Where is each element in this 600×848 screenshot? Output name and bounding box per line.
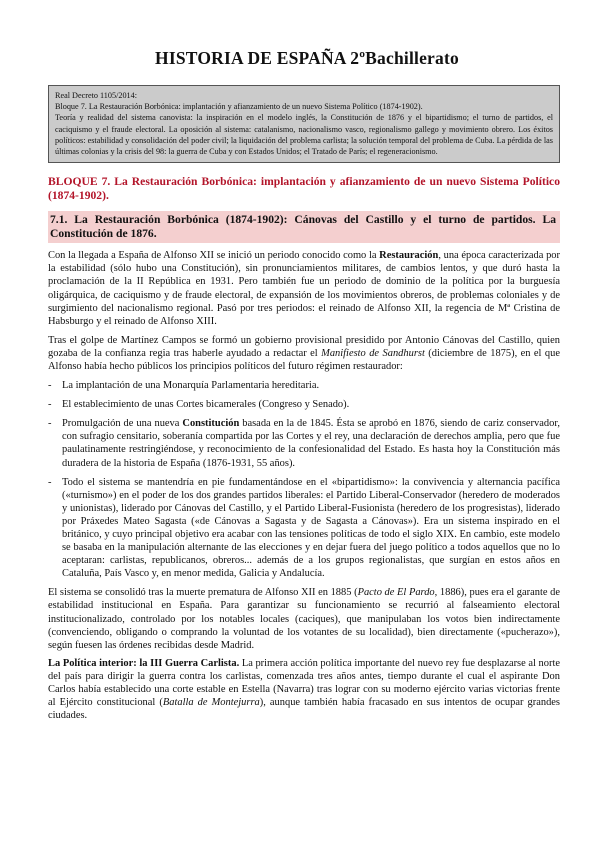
paragraph-consolidation: El sistema se consolidó tras la muerte prematura de Alfonso XII en 1885 (Pacto de El Pardo, 1886), pues era el garante de estabilidad institucional en España. Para garantizar su funcionamiento se recurrió al falseamiento electoral institucionalizado, controlado por los notables locales (caciques), que manipulaban los votos bien indirectamente (convenciendo, obligando o comprando la voluntad de los votantes de su localidad), bien directamente («pucherazo»), según fuesen las órdenes recibidas desde Madrid. <box>48 587 560 651</box>
term-manifiesto: Manifiesto de Sandhurst <box>321 347 425 359</box>
list-item: - La implantación de una Monarquía Parlamentaria hereditaria. <box>48 380 320 392</box>
curriculum-decree: Real Decreto 1105/2014: <box>55 91 138 100</box>
list-item: - Promulgación de una nueva Constitución basada en la de 1845. Ésta se aprobó en 1876, siendo de cariz conservador, con sufragio censitario, soberanía compartida por las Cortes y el rey, una declaración de derechos amplia, pero que fue paulatinamente restringiéndose, y reconocimiento de la confesionalidad del Estado. Es hasta hoy la Constitución más duradera de la historia de España (1876-1931, 55 años). <box>48 418 560 469</box>
curriculum-box <box>48 85 560 163</box>
list-item: - El establecimiento de unas Cortes bicamerales (Congreso y Senado). <box>48 399 350 411</box>
term-restauracion: Restauración <box>379 250 439 262</box>
paragraph-carlist-war: La Política interior: la III Guerra Carlista. La primera acción política importante del nuevo rey fue desplazarse al norte del país para dirigir la guerra contra los carlistas, comenzada tres años antes, tiempo durante el cual el aspirante Don Carlos había establecido una corte estable en Estella (Navarra) tras lograr con su moderno ejército varias victorias frente al Ejército constitucional (Batalla de Montejurra), aunque también había fracasado en sus intentos de ocupar grandes ciudades. <box>48 657 560 722</box>
paragraph-restauracion: Con la llegada a España de Alfonso XII se inició un periodo conocido como la Restauración, una época caracterizada por la estabilidad (sólo hubo una Constitución), sin pronunciamientos militares, de cambios lentos, y que duró hasta la proclamación de la II República en 1931. Pero también fue un periodo de dominio de la política por la burguesía oligárquica, de caciquismo y de fraude electoral, de expansión de los movimientos obreros, de problemas coloniales y de surgimiento del nacionalismo regional. Pasó por tres periodos: el reinado de Alfonso XII, la regencia de Mª Cristina de Habsburgo y el reinado de Alfonso XIII. <box>48 250 560 327</box>
curriculum-block: Bloque 7. La Restauración Borbónica: implantación y afianzamiento de un nuevo Sistema Político (1874-1902). <box>55 102 423 112</box>
curriculum-contents: Teoría y realidad del sistema canovista: la inspiración en el modelo inglés, la Constitución de 1876 y el bipartidismo; el turno de partidos, el caciquismo y el fraude electoral. La oposición al sistema: catalanismo, nacionalismo vasco, regionalismo gallego y movimiento obrero. Los éxitos políticos: estabilidad y consolidación del poder civil; la liquidación del problema carlista; la solución temporal del problema de Cuba. La pérdida de las últimas colonias y la crisis del 98: la guerra de Cuba y con Estados Unidos; el Tratado de París; el regeneracionismo. <box>55 113 553 157</box>
document-title: HISTORIA DE ESPAÑA 2ºBachillerato <box>155 48 459 68</box>
term-montejurra: Batalla de Montejurra <box>162 697 260 709</box>
list-item: - Todo el sistema se mantendría en pie fundamentándose en el «bipartidismo»: la convivencia y alternancia pacífica («turnismo») en el poder de los dos grandes partidos liberales: el Partido Liberal-Conservador (heredero de moderados y unionistas), liderado por Cánovas del Castillo, y el Partido Liberal-Fusionista (heredero de los progresistas), liderado por Práxedes Mateo Sagasta («de Cánovas a Sagasta y de Sagasta a Cánovas»). Era un sistema inspirado en el británico, y cuyo principal objetivo era acabar con las tensiones políticas de todo el siglo XIX. En cambio, este modelo se basaba en la manipulación alternante de las elecciones y en dejar fuera del juego político a todos aquellos que no lo aceptaran: carlistas, republicanos, obreros... además de a los grupos regionalistas, que surgían en estos años en Cataluña, País Vasco y, en menor medida, Galicia y Andalucía. <box>48 476 560 580</box>
paragraph-canovas: Tras el golpe de Martínez Campos se formó un gobierno provisional presidido por Antonio Cánovas del Castillo, quien gozaba de la confianza regia tras haberle ayudado a redactar el Manifiesto de Sandhurst (diciembre de 1875), en el que Alfonso había hecho públicos los principios políticos del futuro régimen restaurador: <box>48 334 560 372</box>
subheading-politica-interior: La Política interior: la III Guerra Carlista. <box>48 657 240 669</box>
principles-list <box>48 379 560 580</box>
section-heading: 7.1. La Restauración Borbónica (1874-1902): Cánovas del Castillo y el turno de partidos. La Constitución de 1876. <box>48 211 560 243</box>
block-heading: BLOQUE 7. La Restauración Borbónica: implantación y afianzamiento de un nuevo Sistema Político (1874-1902). <box>48 175 560 203</box>
term-pacto-pardo: Pacto de El Pardo <box>357 587 435 599</box>
